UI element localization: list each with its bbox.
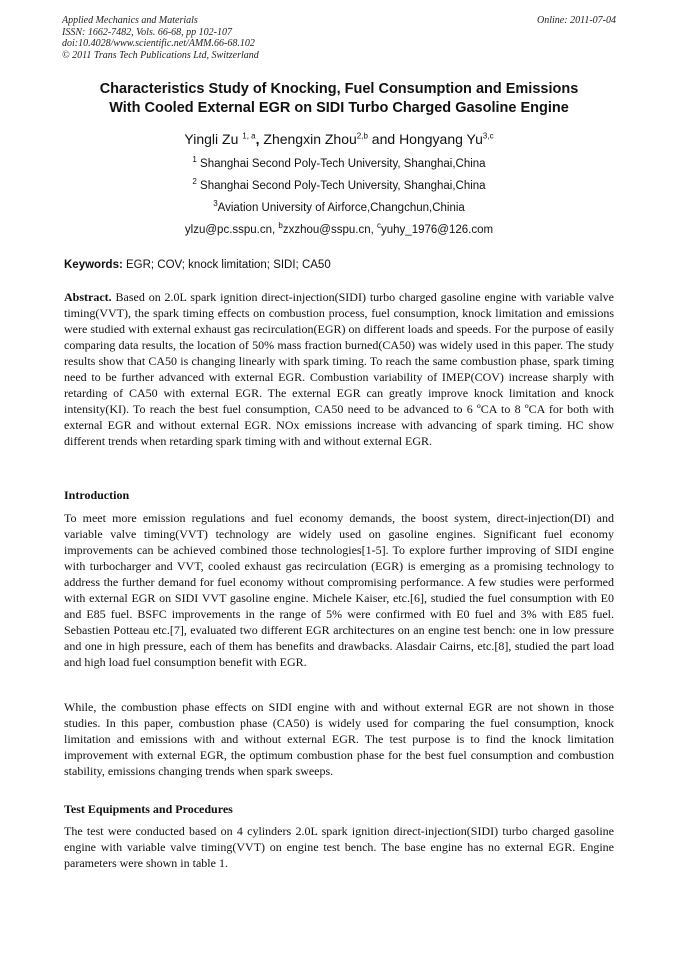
abstract [64,289,614,449]
copyright-line: © 2011 Trans Tech Publications Ltd, Switzerland [62,49,259,61]
introduction-heading: Introduction [64,488,130,502]
author-1-name: Yingli Zu [184,131,243,147]
affiliation-2 [40,179,638,193]
test-equipment-paragraph-1: The test were conducted based on 4 cylinders 2.0L spark ignition direct-injection(SIDI) turbo charged gasoline engine with variable valve timing(VVT) on engine test bench. The base engine has no external EGR. Engine parameters were shown in table 1. [64,824,614,870]
title-line-2: With Cooled External EGR on SIDI Turbo Charged Gasoline Engine [109,100,569,116]
affiliation-1-text: Shanghai Second Poly-Tech University, Shanghai,China [196,158,486,170]
email-3: yuhy_1976@126.com [381,224,494,236]
title-line-1: Characteristics Study of Knocking, Fuel Consumption and Emissions [99,81,579,97]
introduction-paragraph-1: To meet more emission regulations and fuel economy demands, the boost system, direct-injection(DI) and variable valve timing(VVT) technology are widely used on gasoline engines. Significant fuel economy improvements can be achieved combined those technologies[1-5]. To explore further improving of SIDI engine with turbocharger and VVT, cooled exhaust gas recirculation (EGR) is emerging as a promising technology to address the further demand for fuel economy without compromising performance. A few studies were performed with external EGR on SIDI VVT gasoline engine. Michele Kaiser, etc.[6], studied the fuel consumption with E0 and E85 fuel. BSFC improvements in the range of 5% were confirmed with E0 fuel and 3% with E85 fuel. Sebastien Potteau etc.[7], evaluated two different EGR architectures on an engine test bench: one in low pressure and one in high pressure, each of them has benefits and drawbacks. Alasdair Cairns, etc.[8], studied the part load and high load fuel consumption benefit with EGR. [64,511,614,669]
email-2-sup: b [278,221,283,231]
author-and: and [367,131,400,147]
email-2: zxzhou@sspu.cn, [282,224,378,236]
affiliation-3-sup: 3 [213,199,218,209]
issn-line: ISSN: 1662-7482, Vols. 66-68, pp 102-107 [62,26,232,38]
author-3-sup: 3,c [482,131,494,141]
abstract-text: Based on 2.0L spark ignition direct-injection(SIDI) turbo charged gasoline engine with variable valve timing(VVT), the spark timing effects on combustion process, fuel consumption, knock limitation and emissions were studied with external exhaust gas recirculation(EGR) on different loads and speeds. For the purpose of easily comparing data results, the location of 50% mass fraction burned(CA50) was widely used in this paper. The study results show that CA50 is changing linearly with spark timing. To reach the same combustion phase, spark timing need to be further advanced with external EGR. Combustion variability of IMEP(COV) increase sharply with retarding of CA50 with external EGR. The external EGR can greatly improve knock limitation and knock intensity(KI). To reach the best fuel consumption, CA50 need to be advanced to 6 ºCA to 8 ºCA for both with external EGR and without external EGR. NOx emissions increase with advancing of spark timing. HC show different trends when retarding spark timing with and without external EGR. [64,290,614,448]
author-2-name: Zhengxin Zhou [259,131,357,147]
journal-header [62,15,616,61]
journal-name: Applied Mechanics and Materials [62,15,198,26]
affiliation-3 [40,201,638,215]
author-2-sup: 2,b [356,131,368,141]
email-3-sup: c [377,221,382,231]
affiliation-2-sup: 2 [192,177,197,187]
keywords-label: Keywords: [64,259,123,271]
abstract-label: Abstract. [64,290,112,304]
doi-line: doi:10.4028/www.scientific.net/AMM.66-68.102 [62,38,255,49]
author-1-sup: 1, a [242,131,256,141]
affiliation-2-text: Shanghai Second Poly-Tech University, Shanghai,China [196,180,486,192]
introduction-paragraph-2: While, the combustion phase effects on SIDI engine with and without external EGR are not shown in those studies. In this paper, combustion phase (CA50) is widely used for comparing the fuel consumption, knock limitation and emissions with and without external EGR. The test purpose is to find the knock limitation improvement with external EGR, the optimum combustion phase for the best fuel consumption and combustion stability, emissions changing trends when spark sweeps. [64,700,614,778]
affiliation-1 [40,157,638,171]
email-1: ylzu@pc.sspu.cn, [184,224,279,236]
author-3-name: Hongyang Yu [399,131,483,147]
author-list [40,130,638,148]
paper-title [40,80,638,118]
online-date: Online: 2011-07-04 [537,15,616,26]
author-comma: , [255,131,260,147]
keywords [64,258,614,272]
affiliation-1-sup: 1 [192,155,197,165]
author-emails [40,223,638,237]
test-equipment-heading: Test Equipments and Procedures [64,802,233,816]
keywords-text: EGR; COV; knock limitation; SIDI; CA50 [122,259,331,271]
affiliation-3-text: Aviation University of Airforce,Changchun,Chinia [217,202,465,214]
